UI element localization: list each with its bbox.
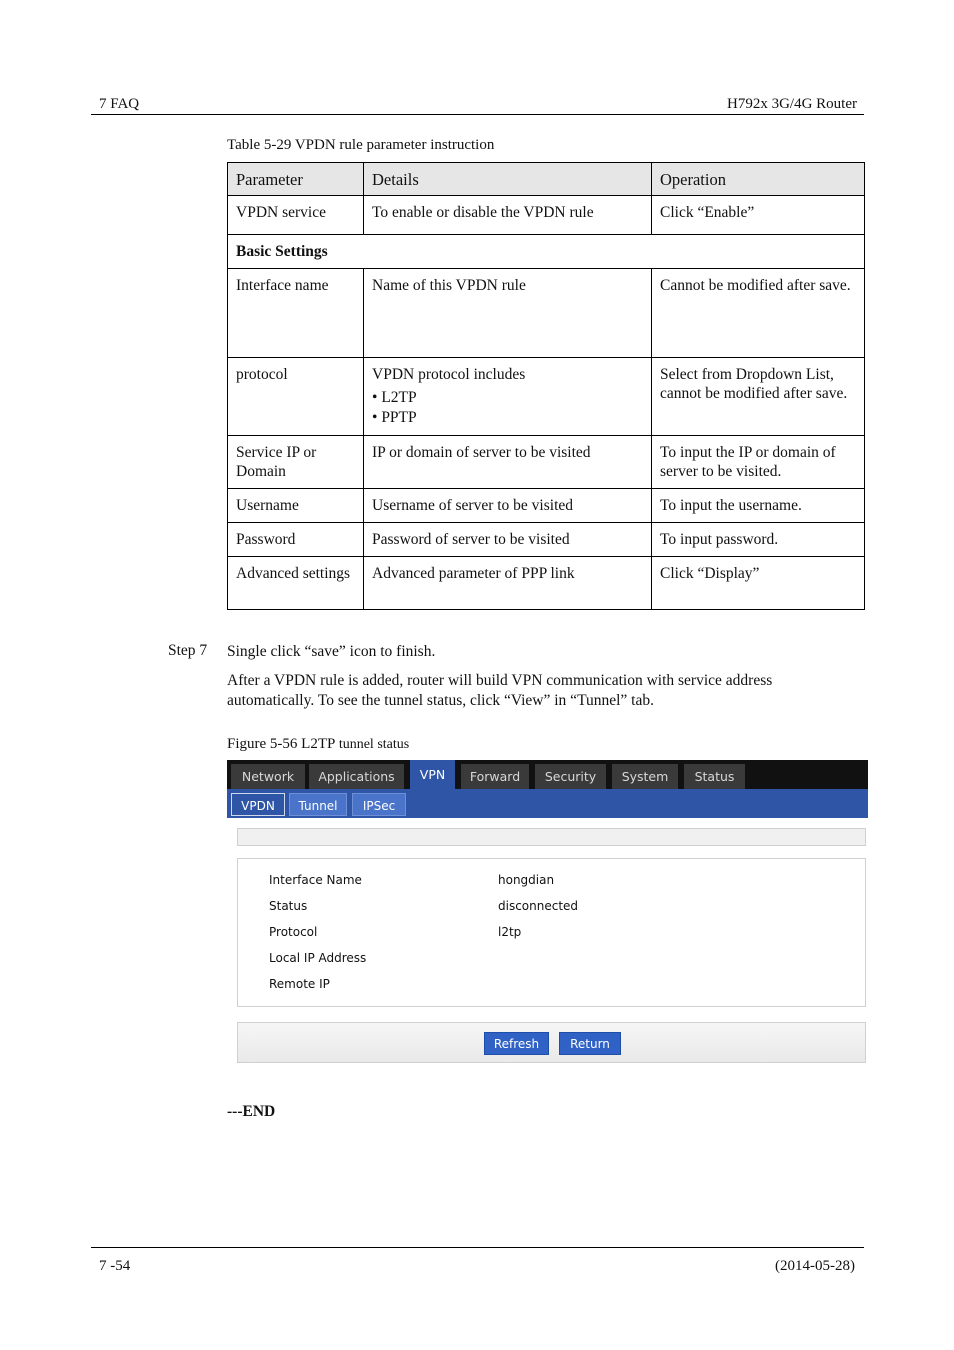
field-label: Interface Name — [269, 873, 362, 887]
tab-vpn[interactable]: VPN — [410, 760, 455, 789]
details-cell: Username of server to be visited — [364, 489, 652, 523]
field-label: Status — [269, 899, 308, 913]
list-item: • PPTP — [372, 408, 643, 428]
table-row — [228, 196, 865, 235]
subtab-vpdn[interactable]: VPDN — [231, 793, 285, 816]
protocol-list — [372, 388, 643, 428]
footer-left: 7 -54 — [99, 1258, 131, 1274]
parameter-table — [227, 162, 865, 610]
operation-cell: To input password. — [652, 523, 865, 557]
table-row — [228, 523, 865, 557]
table-row — [228, 436, 865, 489]
details-cell: IP or domain of server to be visited — [364, 436, 652, 489]
figure-caption-prefix: Figure 5-56 L2TP — [227, 736, 336, 752]
column-header: Details — [364, 163, 652, 196]
table-row — [228, 358, 865, 436]
refresh-button[interactable]: Refresh — [484, 1032, 549, 1055]
table-caption: Table 5-29 VPDN rule parameter instruction — [227, 137, 495, 153]
field-value: l2tp — [498, 925, 522, 939]
operation-cell: To input the IP or domain of server to be visited. — [652, 436, 865, 489]
section-row — [228, 235, 865, 269]
step-text: Single click “save” icon to finish. — [227, 643, 436, 660]
header-rule — [91, 114, 864, 115]
tab-system[interactable]: System — [612, 764, 678, 789]
column-header: Parameter — [228, 163, 364, 196]
end-marker: ---END — [227, 1103, 276, 1120]
field-label: Remote IP — [269, 977, 330, 991]
operation-cell: To input the username. — [652, 489, 865, 523]
param-cell: VPDN service — [228, 196, 364, 235]
details-cell: To enable or disable the VPDN rule — [364, 196, 652, 235]
param-cell: protocol — [228, 358, 364, 436]
subtab-ipsec[interactable]: IPSec — [352, 793, 406, 816]
header-right: H792x 3G/4G Router — [727, 96, 857, 112]
param-cell: Service IP or Domain — [228, 436, 364, 489]
main-nav-bar — [227, 760, 868, 789]
field-label: Local IP Address — [269, 951, 367, 965]
body-paragraph: After a VPDN rule is added, router will build VPN communication with service address automatically. To see the tunnel status, click “View” in “Tunnel” tab. — [227, 672, 773, 709]
figure-caption — [227, 736, 409, 753]
details-cell: Advanced parameter of PPP link — [364, 557, 652, 610]
section-cell: Basic Settings — [228, 235, 865, 269]
tab-security[interactable]: Security — [535, 764, 606, 789]
param-cell: Advanced settings — [228, 557, 364, 610]
column-header: Operation — [652, 163, 865, 196]
tunnel-status-panel — [237, 858, 866, 1007]
table-row — [228, 269, 865, 358]
table-row — [228, 489, 865, 523]
operation-cell: Click “Enable” — [652, 196, 865, 235]
field-value: hongdian — [498, 873, 555, 887]
sub-nav-bar — [227, 789, 868, 818]
router-screenshot — [227, 760, 868, 1066]
tab-forward[interactable]: Forward — [461, 764, 529, 789]
details-cell: Password of server to be visited — [364, 523, 652, 557]
tab-applications[interactable]: Applications — [309, 764, 404, 789]
subtab-tunnel[interactable]: Tunnel — [289, 793, 347, 816]
header-left: 7 FAQ — [99, 96, 140, 112]
tab-status[interactable]: Status — [684, 764, 745, 789]
details-cell: Name of this VPDN rule — [364, 269, 652, 358]
footer-right: (2014-05-28) — [775, 1258, 855, 1274]
table-header-row — [228, 163, 865, 196]
param-cell: Username — [228, 489, 364, 523]
field-value: disconnected — [498, 899, 579, 913]
tab-network[interactable]: Network — [231, 764, 305, 789]
return-button[interactable]: Return — [559, 1032, 621, 1055]
figure-caption-suffix: tunnel status — [335, 737, 410, 752]
operation-cell: Select from Dropdown List, cannot be modified after save. — [652, 358, 865, 436]
param-cell: Interface name — [228, 269, 364, 358]
step-label: Step 7 — [168, 642, 208, 659]
operation-cell: Click “Display” — [652, 557, 865, 610]
table-row — [228, 557, 865, 610]
footer-rule — [91, 1247, 864, 1248]
details-cell — [364, 358, 652, 436]
title-strip — [237, 828, 866, 846]
list-item: • L2TP — [372, 388, 643, 408]
param-cell: Password — [228, 523, 364, 557]
operation-cell: Cannot be modified after save. — [652, 269, 865, 358]
details-text: VPDN protocol includes — [372, 366, 526, 383]
field-label: Protocol — [269, 925, 318, 939]
button-bar — [237, 1022, 866, 1063]
